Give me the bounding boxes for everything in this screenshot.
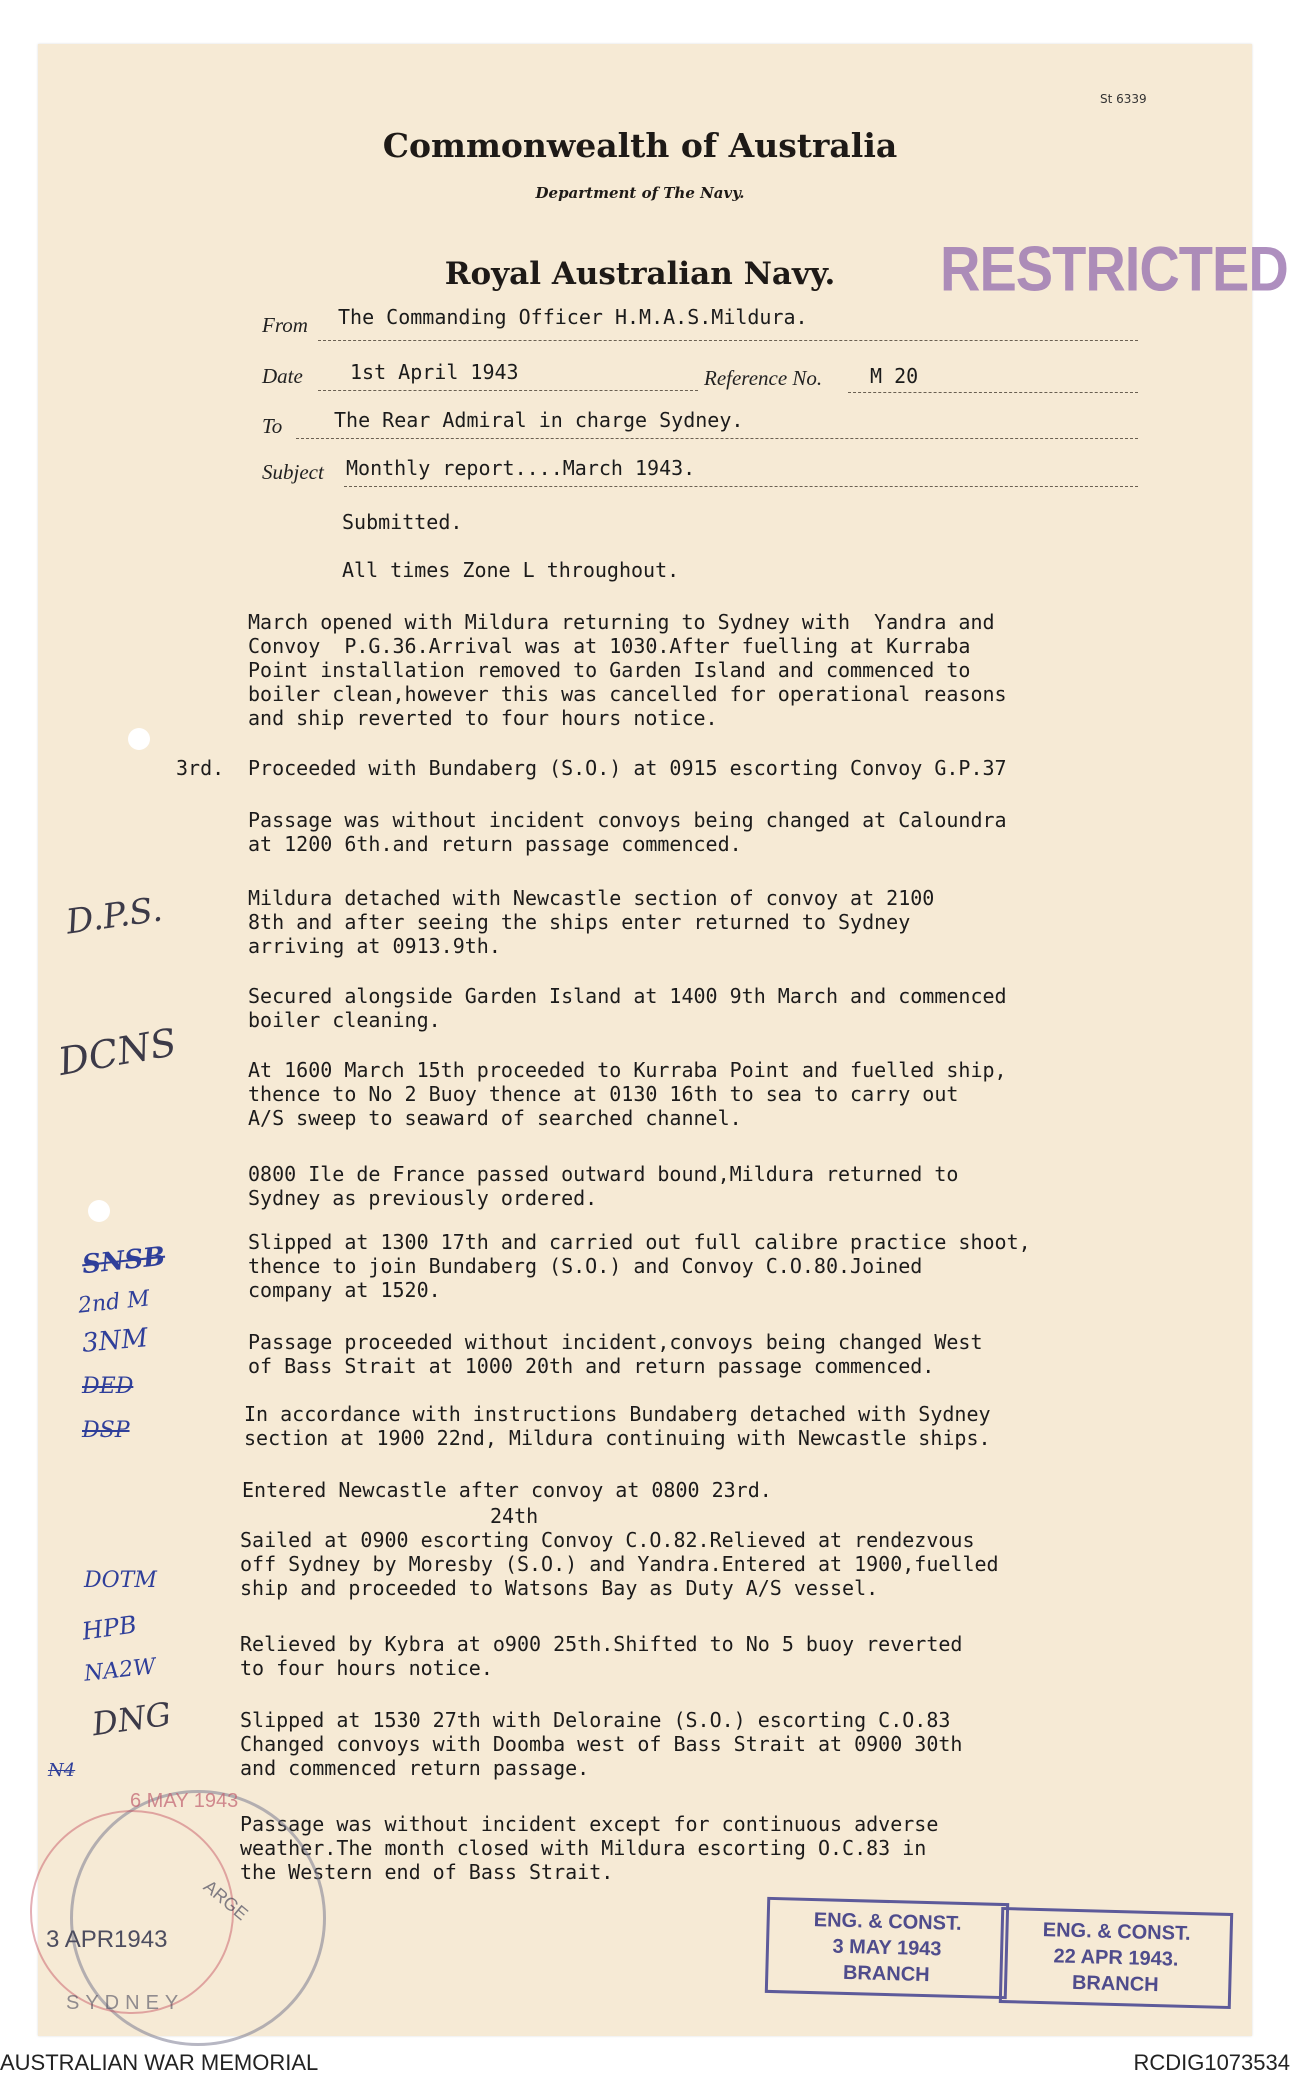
circular-stamp-arc: ARGE bbox=[199, 1876, 252, 1925]
paragraph-co82: Sailed at 0900 escorting Convoy C.O.82.Relieved at rendezvous off Sydney by Moresby (S.O.) and Yandra.Entered at 1900,fuelled ship and proceeded to Watsons Bay as Duty A/S vessel. bbox=[240, 1528, 999, 1600]
document-title: Commonwealth of Australia bbox=[382, 126, 898, 165]
paragraph-ile-de-france: 0800 Ile de France passed outward bound,Mildura returned to Sydney as previously ordered. bbox=[248, 1162, 959, 1210]
stamp-line: BRANCH bbox=[842, 1961, 930, 1987]
eng-const-stamp-3-may bbox=[765, 1897, 1009, 1999]
from-value: The Commanding Officer H.M.A.S.Mildura. bbox=[338, 305, 808, 329]
subject-rule bbox=[344, 486, 1138, 487]
from-label: From bbox=[262, 313, 308, 337]
paragraph-garden-island: Secured alongside Garden Island at 1400 9th March and commenced boiler cleaning. bbox=[248, 984, 1007, 1032]
annotation-n4: N4 bbox=[48, 1760, 76, 1781]
service-name: Royal Australian Navy. bbox=[444, 256, 836, 292]
times-note: All times Zone L throughout. bbox=[342, 558, 680, 582]
date-prefix-3rd: 3rd. bbox=[176, 756, 225, 780]
paragraph-detached: In accordance with instructions Bundaberg detached with Sydney section at 1900 22nd, Mildura continuing with Newcastle ships. bbox=[244, 1402, 991, 1450]
annotation-3nm: 3NM bbox=[80, 1323, 150, 1359]
stamp-line: ENG. & CONST. bbox=[1042, 1919, 1191, 1945]
restricted-stamp: RESTRICTED bbox=[940, 233, 1288, 304]
annotation-dotm: DOTM bbox=[84, 1568, 157, 1593]
footer-record-id: RCDIG1073534 bbox=[1133, 2050, 1290, 2075]
paragraph-practice-shoot: Slipped at 1300 17th and carried out full calibre practice shoot, thence to join Bundaberg (S.O.) and Convoy C.O.80.Joined company at 1520. bbox=[248, 1230, 1031, 1302]
stamp-line: 3 MAY 1943 bbox=[832, 1935, 942, 1961]
annotation-snsb: SNSB bbox=[80, 1241, 167, 1281]
eng-const-stamp-22-apr bbox=[999, 1907, 1233, 2009]
paragraph-month-closed: Passage was without incident except for continuous adverse weather.The month closed with Mildura escorting O.C.83 in the Western end of Bass Strait. bbox=[240, 1812, 939, 1884]
footer-institution: AUSTRALIAN WAR MEMORIAL bbox=[0, 2050, 319, 2075]
to-value: The Rear Admiral in charge Sydney. bbox=[334, 408, 744, 432]
annotation-dcns: DCNS bbox=[55, 1020, 180, 1084]
punch-hole bbox=[88, 1200, 110, 1222]
punch-hole bbox=[128, 728, 150, 750]
paragraph-3rd: Proceeded with Bundaberg (S.O.) at 0915 escorting Convoy G.P.37 bbox=[248, 756, 1007, 780]
paragraph-bass-strait: Passage proceeded without incident,convoys being changed West of Bass Strait at 1000 20th and return passage commenced. bbox=[248, 1330, 983, 1378]
date-rule bbox=[318, 390, 698, 391]
annotation-ded: DED bbox=[82, 1374, 134, 1399]
paragraph-kybra: Relieved by Kybra at o900 25th.Shifted to No 5 buoy reverted to four hours notice. bbox=[240, 1632, 963, 1680]
subject-value: Monthly report....March 1943. bbox=[346, 456, 696, 480]
annotation-dsp: DSP bbox=[82, 1418, 130, 1443]
stamp-line: 22 APR 1943. bbox=[1053, 1945, 1179, 1971]
department-name: Department of The Navy. bbox=[535, 184, 745, 202]
to-label: To bbox=[262, 414, 283, 438]
reference-value: M 20 bbox=[870, 364, 919, 388]
annotation-hpb: HPB bbox=[80, 1610, 139, 1646]
date-label: Date bbox=[262, 364, 303, 388]
circular-stamp-date: 3 APR1943 bbox=[46, 1926, 168, 1953]
from-rule bbox=[318, 340, 1138, 341]
submitted-line: Submitted. bbox=[342, 510, 463, 534]
reference-rule bbox=[848, 392, 1138, 393]
paragraph-newcastle-section: Mildura detached with Newcastle section of convoy at 2100 8th and after seeing the ships enter returned to Sydney arriving at 0913.9th. bbox=[248, 886, 935, 958]
annotation-dng: DNG bbox=[89, 1694, 174, 1744]
paragraph-caloundra: Passage was without incident convoys being changed at Caloundra at 1200 6th.and return passage commenced. bbox=[248, 808, 1007, 856]
red-stamp-date: 6 MAY 1943 bbox=[130, 1790, 239, 1812]
stamp-line: ENG. & CONST. bbox=[813, 1909, 962, 1935]
to-rule bbox=[296, 438, 1138, 439]
paragraph-deloraine: Slipped at 1530 27th with Deloraine (S.O.) escorting C.O.83 Changed convoys with Doomba west of Bass Strait at 0900 30th and commenced return passage. bbox=[240, 1708, 963, 1780]
circular-stamp-city: SYDNEY bbox=[66, 1992, 185, 2014]
insertion-24th: 24th bbox=[490, 1504, 539, 1528]
subject-label: Subject bbox=[262, 460, 324, 484]
stamp-line: BRANCH bbox=[1071, 1971, 1159, 1997]
annotation-dps: D.P.S. bbox=[63, 889, 165, 943]
paragraph-kurraba: At 1600 March 15th proceeded to Kurraba Point and fuelled ship, thence to No 2 Buoy thence at 0130 16th to sea to carry out A/S sweep to seaward of searched channel. bbox=[248, 1058, 1007, 1130]
form-number: St 6339 bbox=[1100, 92, 1147, 106]
reference-label: Reference No. bbox=[704, 366, 823, 390]
paragraph-entered-newcastle: Entered Newcastle after convoy at 0800 23rd. bbox=[242, 1478, 772, 1502]
annotation-2nm: 2nd M bbox=[76, 1286, 151, 1319]
paragraph-march-opened: March opened with Mildura returning to Sydney with Yandra and Convoy P.G.36.Arrival was at 1030.After fuelling at Kurraba Point installation removed to Garden Island and commenced to boiler clean,however this was cancelled for operational reasons and ship reverted to four hours notice. bbox=[248, 610, 1007, 730]
date-value: 1st April 1943 bbox=[350, 360, 519, 384]
annotation-na2w: NA2W bbox=[82, 1654, 157, 1687]
red-circular-stamp bbox=[30, 1810, 234, 2014]
